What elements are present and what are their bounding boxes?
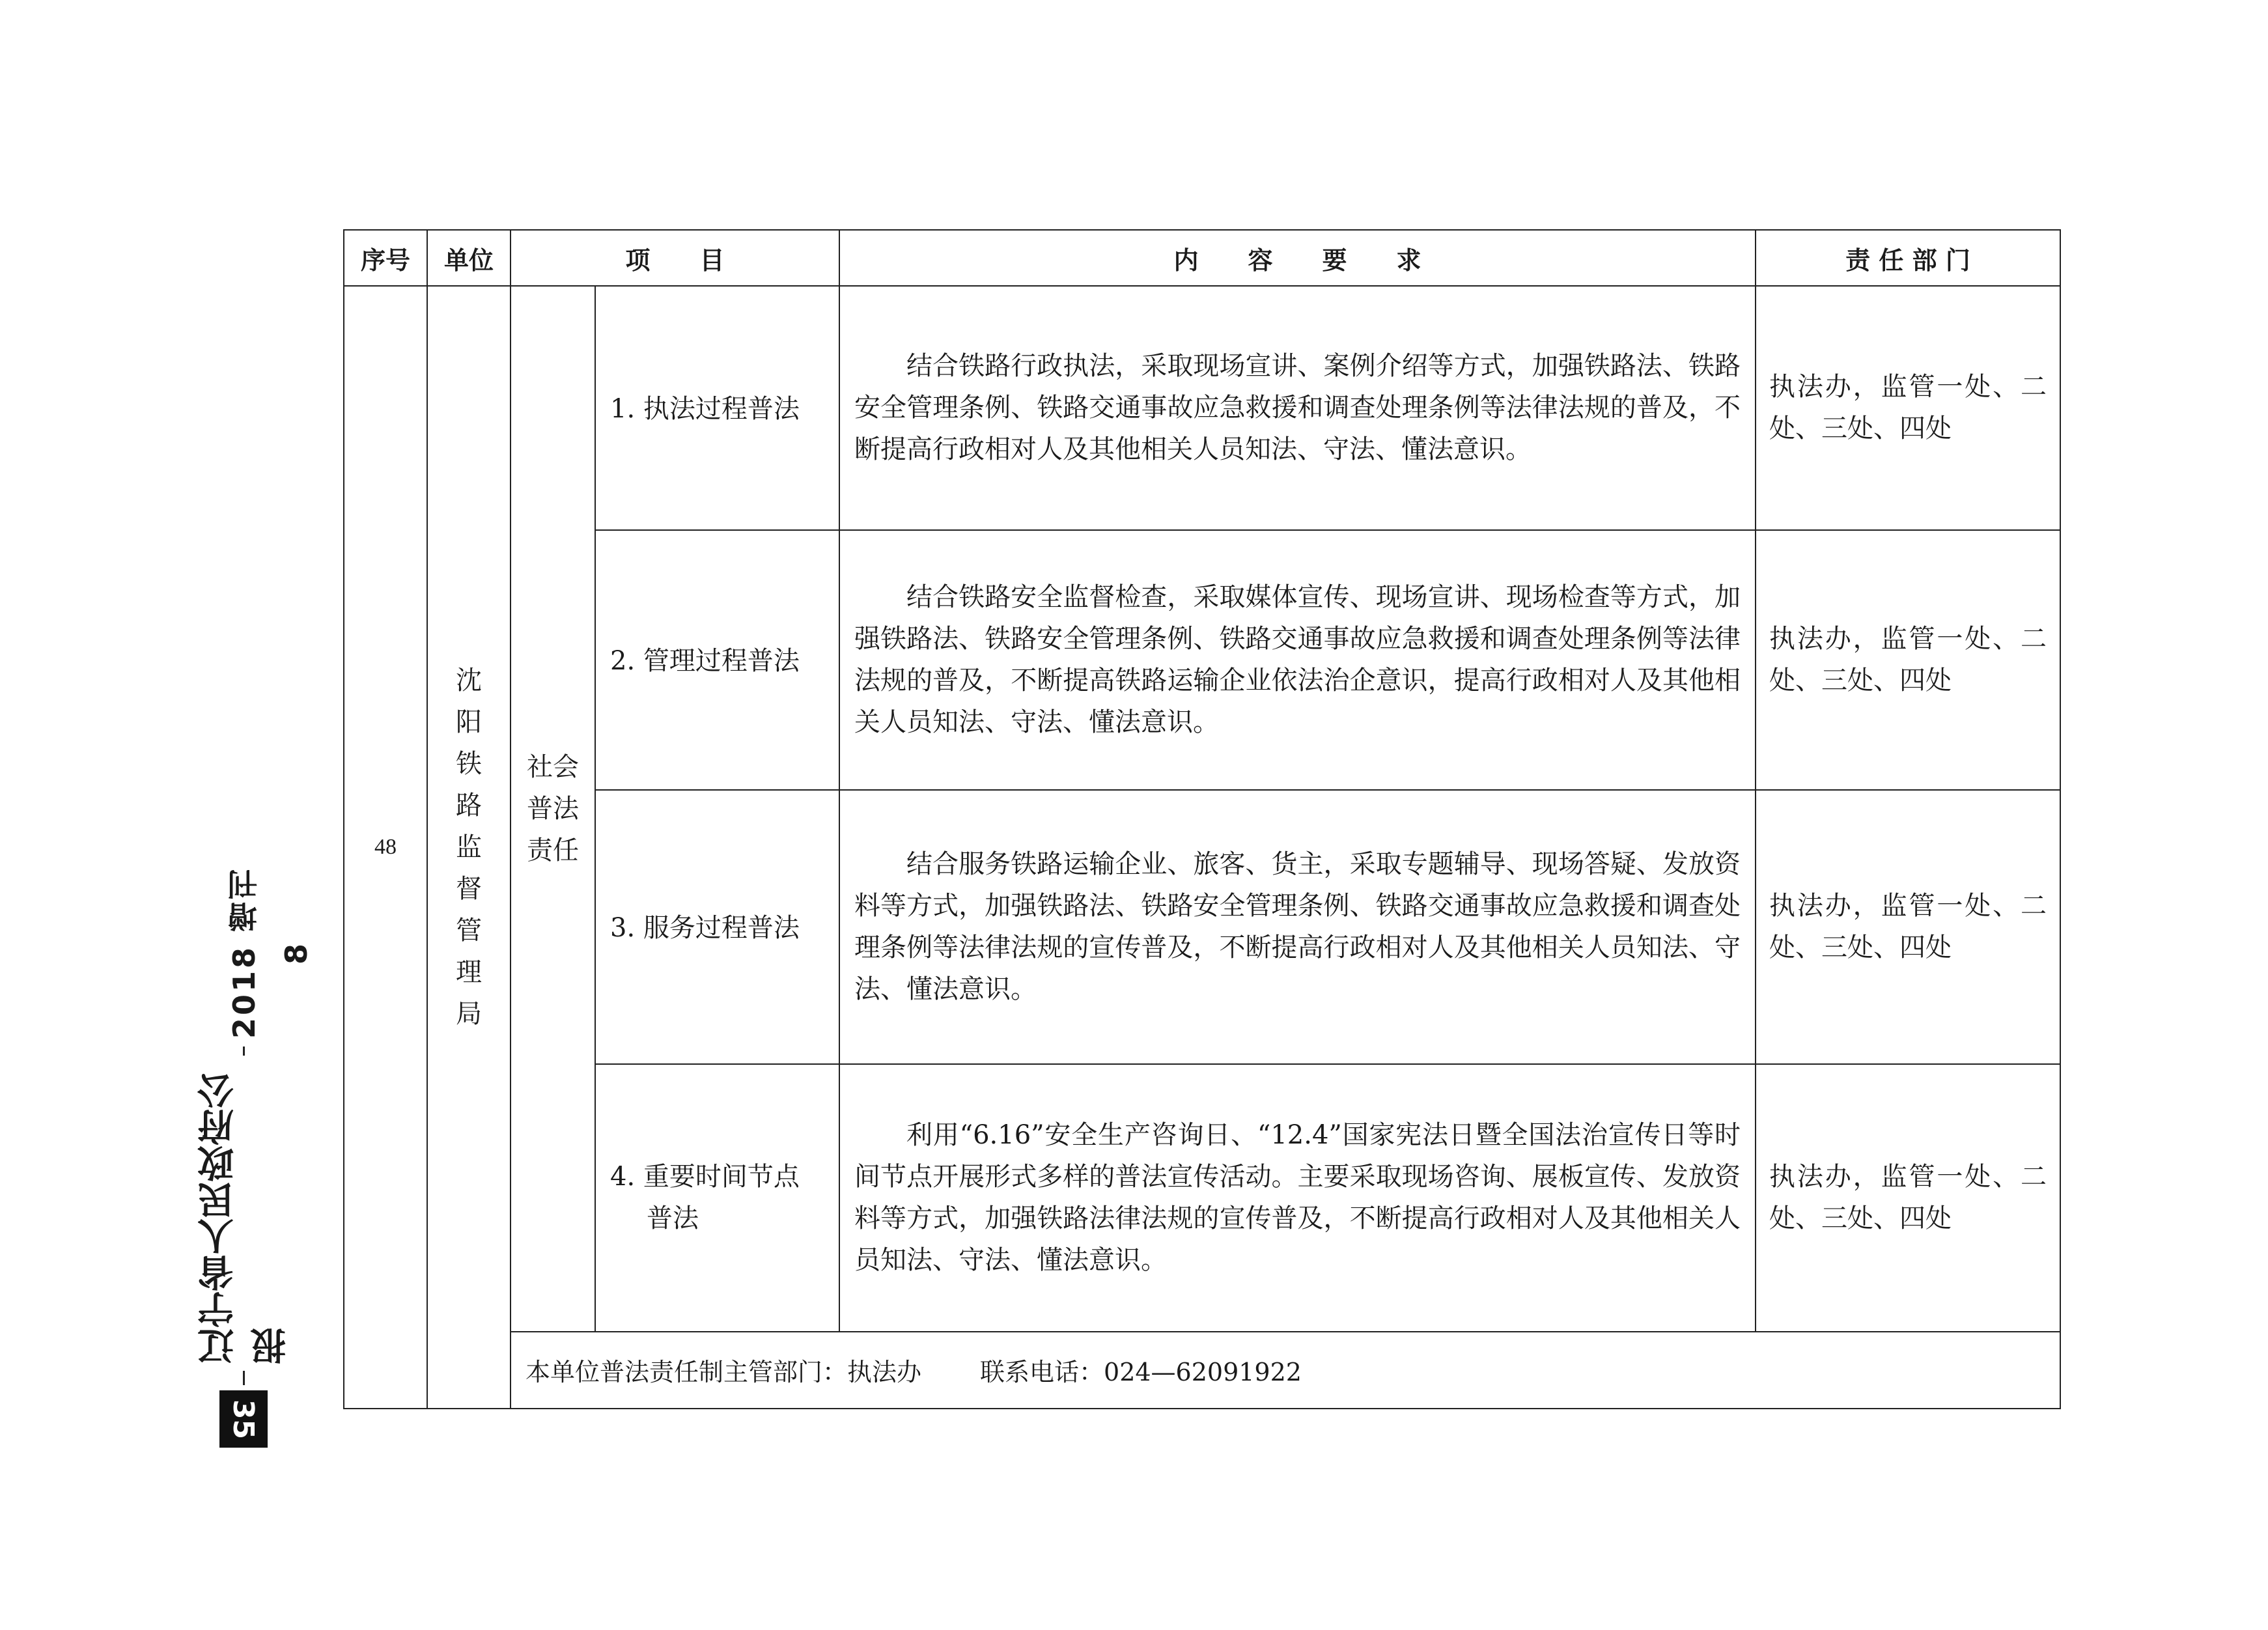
footer-phone: 联系电话：024—62091922 — [980, 1358, 1302, 1387]
content-requirement: 利用“6.16”安全生产咨询日、“12.4”国家宪法日暨全国法治宣传日等时间节点开展形式多样的普法宣传活动。主要采取现场咨询、展板宣传、发放资料等方式，加强铁路法律法规的宣传普及，不断提高行政相对人及其他相关人员知法、守法、懂法意识。 — [839, 1064, 1756, 1332]
page-number-badge — [219, 1390, 268, 1448]
masthead-divider — [243, 1371, 245, 1385]
footer-dept-label: 本单位普法责任制主管部门：执法办 — [525, 1358, 922, 1387]
responsibility-table — [343, 229, 2061, 1409]
page-number: 35 — [227, 1399, 260, 1439]
project-item: 3. 服务过程普法 — [595, 790, 839, 1064]
table-footer-row — [344, 1332, 2060, 1409]
table-row — [344, 286, 2060, 530]
table-row — [344, 1064, 2060, 1332]
masthead-divider — [243, 1047, 245, 1056]
content-requirement: 结合铁路行政执法，采取现场宣讲、案例介绍等方式，加强铁路法、铁路安全管理条例、铁路交通事故应急救援和调查处理条例等法律法规的普及，不断提高行政相对人及其他相关人员知法、守法、懂法意识。 — [839, 286, 1756, 530]
project-item: 2. 管理过程普法 — [595, 530, 839, 790]
table-row — [344, 790, 2060, 1064]
table-row — [344, 530, 2060, 790]
unit-name: 沈 阳 铁 路 监 督 管 理 局 — [427, 286, 511, 1409]
category-label: 社会 普法 责任 — [511, 286, 595, 1332]
side-masthead — [197, 863, 314, 1449]
responsible-dept: 执法办，监管一处、二处、三处、四处 — [1756, 1064, 2060, 1332]
publication-title: 辽宁省人民政府公报 — [197, 1073, 292, 1364]
header-content: 内 容 要 求 — [839, 230, 1756, 286]
project-item: 4. 重要时间节点 普法 — [595, 1064, 839, 1332]
issue-label: 2018 增刊 8 — [227, 866, 314, 1039]
header-unit: 单位 — [427, 230, 511, 286]
project-item: 1. 执法过程普法 — [595, 286, 839, 530]
responsible-dept: 执法办，监管一处、二处、三处、四处 — [1756, 790, 2060, 1064]
header-dept: 责 任 部 门 — [1756, 230, 2060, 286]
responsible-dept: 执法办，监管一处、二处、三处、四处 — [1756, 286, 2060, 530]
header-serial: 序号 — [344, 230, 427, 286]
header-project: 项 目 — [511, 230, 839, 286]
table-header-row — [344, 230, 2060, 286]
content-requirement: 结合铁路安全监督检查，采取媒体宣传、现场宣讲、现场检查等方式，加强铁路法、铁路安全管理条例、铁路交通事故应急救援和调查处理条例等法律法规的普及，不断提高铁路运输企业依法治企意识，提高行政相对人及其他相关人员知法、守法、懂法意识。 — [839, 530, 1756, 790]
serial-number: 48 — [344, 286, 427, 1409]
responsible-dept: 执法办，监管一处、二处、三处、四处 — [1756, 530, 2060, 790]
content-requirement: 结合服务铁路运输企业、旅客、货主，采取专题辅导、现场答疑、发放资料等方式，加强铁路法、铁路安全管理条例、铁路交通事故应急救援和调查处理条例等法律法规的宣传普及，不断提高行政相对人及其他相关人员知法、守法、懂法意识。 — [839, 790, 1756, 1064]
footer-note — [511, 1332, 2060, 1409]
